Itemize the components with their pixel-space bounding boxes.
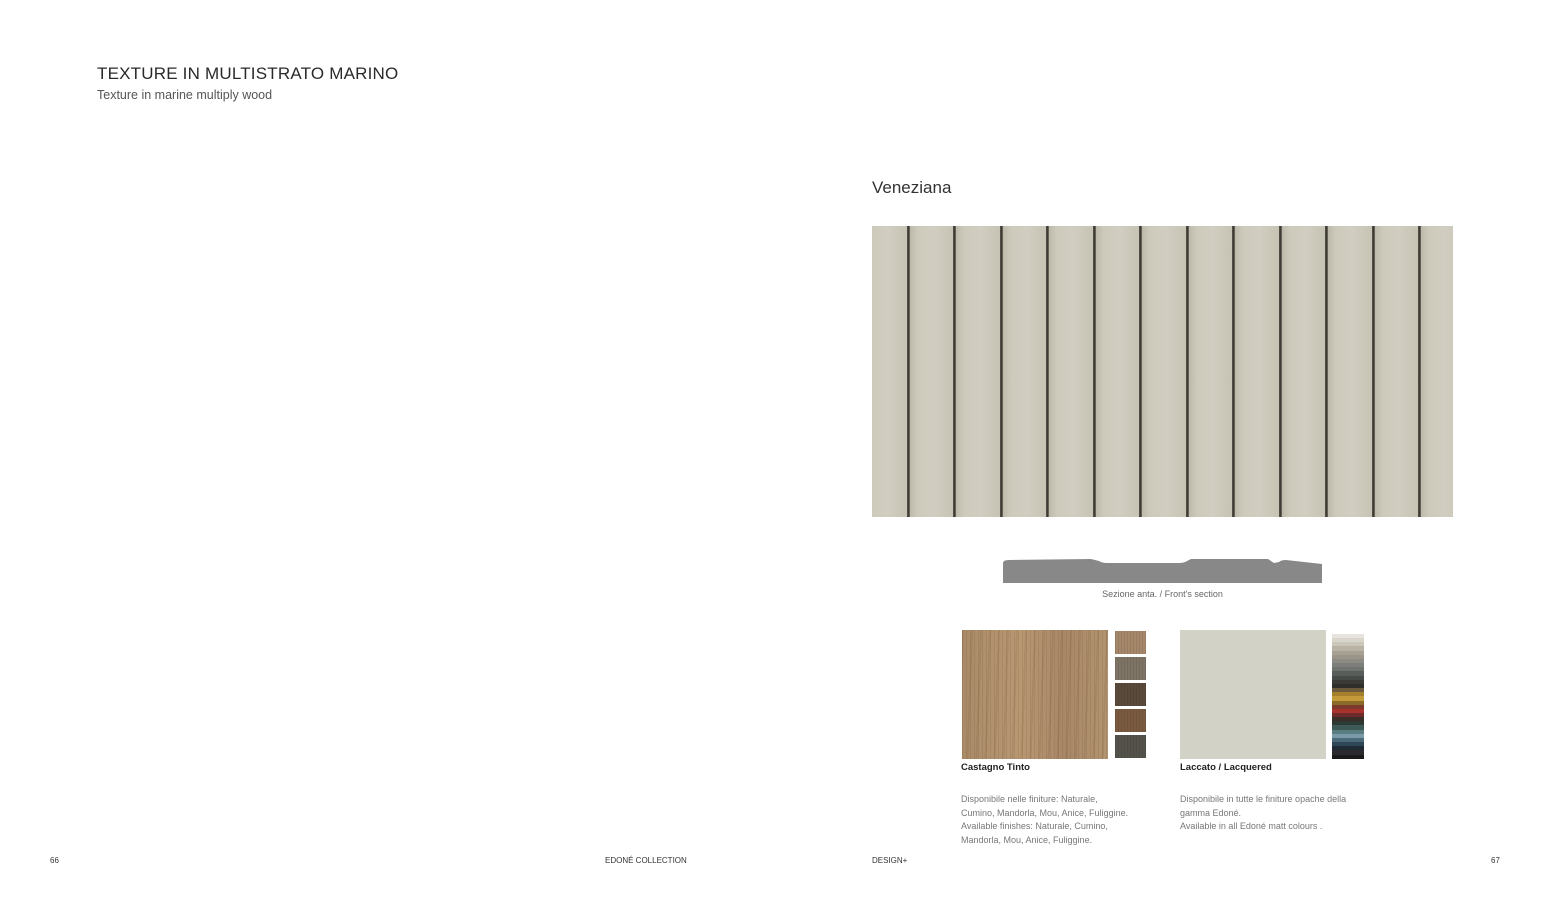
finish-color-chip (1115, 657, 1146, 680)
lacquered-swatch (1180, 630, 1326, 759)
panel-slat (956, 226, 999, 517)
panel-slat (1142, 226, 1185, 517)
section-caption: Sezione anta. / Front's section (1102, 589, 1223, 599)
page-number-right: 67 (1491, 856, 1500, 865)
panel-slat (1049, 226, 1092, 517)
palette-color-band (1332, 755, 1364, 759)
front-section-profile (1003, 558, 1322, 583)
veneziana-panel-image (872, 226, 1453, 517)
panel-slat (1282, 226, 1325, 517)
page-title: TEXTURE IN MULTISTRATO MARINO (97, 64, 399, 83)
castagno-tinto-swatch (962, 630, 1108, 759)
finish-color-chip (1115, 631, 1146, 654)
lacquer-color-palette (1332, 634, 1364, 759)
page-subtitle: Texture in marine multiply wood (97, 88, 273, 102)
panel-slat (1328, 226, 1371, 517)
finish-color-chip (1115, 735, 1146, 758)
footer-collection-label: EDONÉ COLLECTION (605, 856, 687, 865)
footer-design-label: DESIGN+ (872, 856, 908, 865)
finish-name-castagno: Castagno Tinto (961, 762, 1030, 773)
finish-color-chip (1115, 683, 1146, 706)
panel-slat (872, 226, 907, 517)
finish-description-castagno: Disponibile nelle finiture: Naturale, Cumino, Mandorla, Mou, Anice, Fuliggine. Available finishes: Naturale, Cumino, Mandorla, Mou, Anice, Fuliggine. (961, 794, 1129, 845)
panel-slat (1189, 226, 1232, 517)
finish-color-chip (1115, 709, 1146, 732)
finish-name-lacquered: Laccato / Lacquered (1180, 762, 1272, 773)
panel-slat (1421, 226, 1453, 517)
panel-slat (1235, 226, 1278, 517)
panel-slat (1375, 226, 1418, 517)
panel-slat (1003, 226, 1046, 517)
panel-slat (1096, 226, 1139, 517)
product-name: Veneziana (872, 178, 952, 197)
panel-slat (910, 226, 953, 517)
page-number-left: 66 (50, 856, 59, 865)
finish-description-lacquered: Disponibile in tutte le finiture opache della gamma Edoné. Available in all Edoné matt colours . (1180, 794, 1347, 831)
